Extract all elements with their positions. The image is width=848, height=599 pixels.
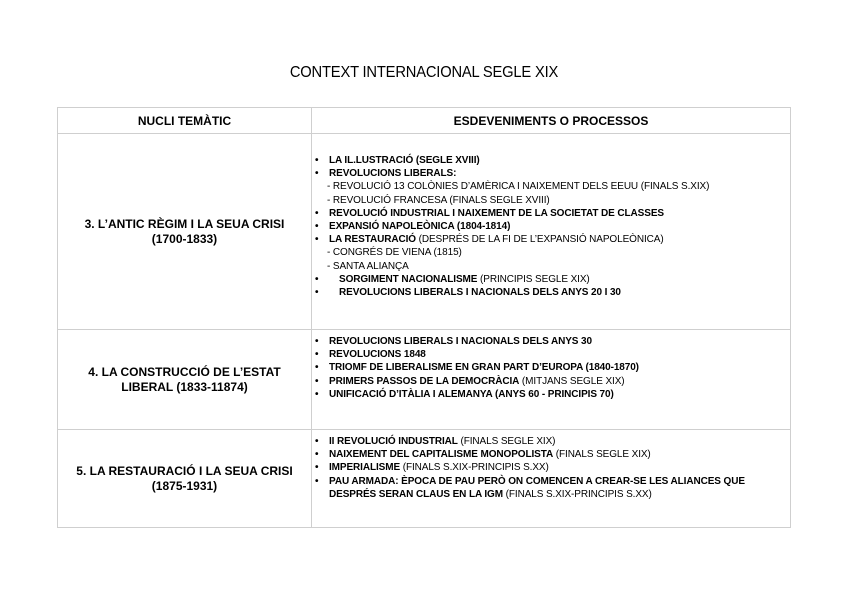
list-item: • REVOLUCIONS 1848 (312, 348, 790, 361)
list-subitem: - REVOLUCIÓ 13 COLÒNIES D’AMÈRICA I NAIXEMENT DELS EEUU (FINALS S.XIX) (327, 181, 710, 193)
list-item: • UNIFICACIÓ D’ITÀLIA I ALEMANYA (ANYS 60 - PRINCIPIS 70) (312, 388, 790, 401)
list-subitem: - REVOLUCIÓ FRANCESA (FINALS SEGLE XVIII) (327, 194, 550, 206)
table-row (58, 330, 791, 430)
list-item: • REVOLUCIONS LIBERALS I NACIONALS DELS ANYS 20 I 30 (312, 286, 790, 299)
theme-period: (1875-1931) (151, 478, 218, 493)
events-cell (312, 330, 791, 430)
table-row (58, 430, 791, 528)
header-theme: NUCLI TEMÀTIC (58, 108, 312, 134)
events-cell (312, 134, 791, 330)
list-item: • PRIMERS PASSOS DE LA DEMOCRÀCIA (MITJANS SEGLE XIX) (312, 375, 790, 388)
theme-cell (58, 330, 312, 430)
theme-cell (58, 134, 312, 330)
list-item: • REVOLUCIONS LIBERALS I NACIONALS DELS ANYS 30 (312, 335, 790, 348)
list-item: • PAU ARMADA: ÈPOCA DE PAU PERÒ ON COMENCEN A CREAR-SE LES ALIANCES QUE DESPRÉS SERAN CLAUS EN LA IGM (FINALS S.XIX-PRINCIPIS S.XX) (312, 475, 790, 501)
theme-cell (58, 430, 312, 528)
table-row (58, 134, 791, 330)
page-title: CONTEXT INTERNACIONAL SEGLE XIX (289, 64, 559, 81)
list-item: • LA RESTAURACIÓ (DESPRÉS DE LA FI DE L’EXPANSIÓ NAPOLEÒNICA) (312, 233, 790, 246)
list-item: • NAIXEMENT DEL CAPITALISME MONOPOLISTA (FINALS SEGLE XIX) (312, 448, 790, 461)
events-cell (312, 430, 791, 528)
list-subitem: - CONGRÉS DE VIENA (1815) (327, 247, 462, 259)
theme-title: 3. L’ANTIC RÈGIM I LA SEUA CRISI (84, 216, 285, 231)
list-item: • REVOLUCIONS LIBERALS: (312, 167, 790, 180)
theme-period: LIBERAL (1833-11874) (121, 379, 248, 394)
list-item: • REVOLUCIÓ INDUSTRIAL I NAIXEMENT DE LA SOCIETAT DE CLASSES (312, 207, 790, 220)
list-item: • IMPERIALISME (FINALS S.XIX-PRINCIPIS S.XX) (312, 461, 790, 474)
events-list (312, 134, 790, 299)
events-list (312, 430, 790, 501)
list-item: • LA IL.LUSTRACIÓ (SEGLE XVIII) (312, 154, 790, 167)
events-list (312, 330, 790, 401)
context-table (57, 107, 791, 528)
list-item: • EXPANSIÓ NAPOLEÒNICA (1804-1814) (312, 220, 790, 233)
table-header-row (58, 108, 791, 134)
theme-title: 5. LA RESTAURACIÓ I LA SEUA CRISI (76, 463, 293, 478)
list-item: • II REVOLUCIÓ INDUSTRIAL (FINALS SEGLE XIX) (312, 435, 790, 448)
theme-title: 4. LA CONSTRUCCIÓ DE L’ESTAT (88, 364, 281, 379)
list-item: • TRIOMF DE LIBERALISME EN GRAN PART D’EUROPA (1840-1870) (312, 361, 790, 374)
header-events: ESDEVENIMENTS O PROCESSOS (312, 108, 791, 134)
theme-period: (1700-1833) (151, 231, 218, 246)
list-item: • SORGIMENT NACIONALISME (PRINCIPIS SEGLE XIX) (312, 273, 790, 286)
list-subitem: - SANTA ALIANÇA (327, 260, 409, 272)
